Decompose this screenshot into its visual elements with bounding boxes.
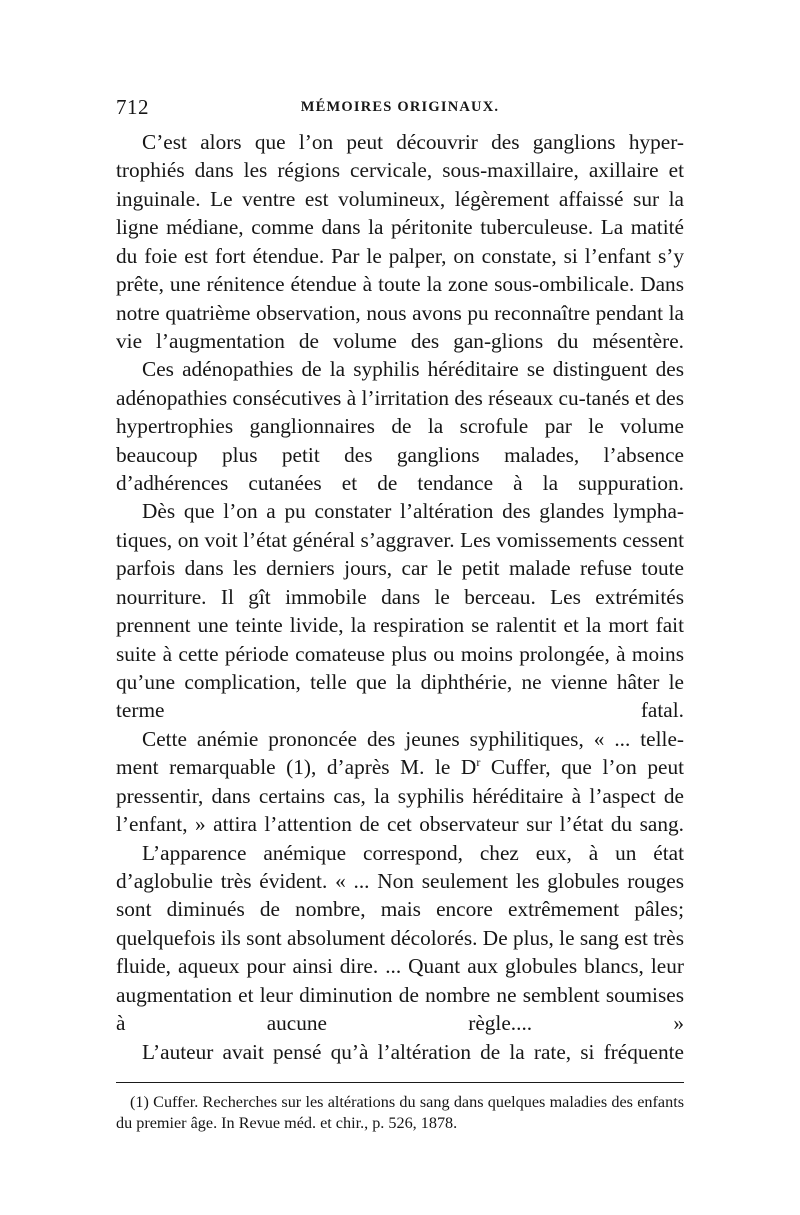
anemie-text-end: Cuffer, que l’on peut pressentir, dans certains cas, la syphilis héréditaire à l’aspect de l’enfant, » attira l’attention de cet observateur sur l’état du sang. xyxy=(116,755,685,837)
paragraph-adenopathies: Ces adénopathies de la syphilis héréditaire se distinguent des adénopathies consécutives à l’irritation des réseaux cu-tanés et des hypertrophies ganglionnaires de la scrofule par le volume beaucoup plus petit des ganglions malades, l’absence d’adhérences cutanées et de tendance à la suppuration. xyxy=(116,357,684,496)
page-header xyxy=(116,94,684,120)
paragraph-aglobulie: L’apparence anémique correspond, chez eux, à un état d’aglobulie très évident. « ... Non seulement les globules rouges sont diminués de nombre, mais encore extrêmement pâles; quelquefois ils sont absolument décolorés. De plus, le sang est très fluide, aqueux pour ainsi dire. ... Quant aux globules blancs, leur augmentation et leur diminution de nombre ne semblent soumises à aucune règle.... » xyxy=(116,840,684,1036)
body-text xyxy=(116,128,684,1066)
anemie-text-start: Cette anémie prononcée des jeunes syphilitiques, « ... telle-ment remarquable (1), d’après M. le D xyxy=(116,726,684,780)
paragraph-etat-general: Dès que l’on a pu constater l’altération des glandes lympha-tiques, on voit l’état général s’aggraver. Les vomissements cessent parfois dans les derniers jours, car le petit malade refuse toute nourriture. Il gît immobile dans le berceau. Les extrémités prennent une teinte livide, la respiration se ralentit et la mort fait suite à cette période comateuse plus ou moins prolongée, à moins qu’une complication, telle que la diphthérie, ne vienne hâter le terme fatal. xyxy=(116,499,684,723)
footnote-divider xyxy=(116,1082,684,1083)
doctor-abbrev-superscript: r xyxy=(476,755,481,770)
running-title: MÉMOIRES ORIGINAUX. xyxy=(300,99,500,115)
page-number: 712 xyxy=(116,95,149,119)
paragraph-ganglions: C’est alors que l’on peut découvrir des ganglions hyper-trophiés dans les régions cervicale, sous-maxillaire, axillaire et inguinale. Le ventre est volumineux, légèrement affaissé sur la ligne médiane, comme dans la péritonite tuberculeuse. La matité du foie est fort étendue. Par le palper, on constate, si l’enfant s’y prête, une rénitence étendue à toute la zone sous-ombilicale. Dans notre quatrième observation, nous avons pu reconnaître pendant la vie l’augmentation de volume des gan-glions du mésentère. xyxy=(116,130,684,353)
footnote: (1) Cuffer. Recherches sur les altérations du sang dans quelques maladies des enfants du premier âge. In Revue méd. et chir., p. 526, 1878. xyxy=(116,1093,684,1132)
paragraph-anemie xyxy=(116,725,684,839)
paragraph-rate: L’auteur avait pensé qu’à l’altération de la rate, si fréquente xyxy=(142,1039,684,1064)
